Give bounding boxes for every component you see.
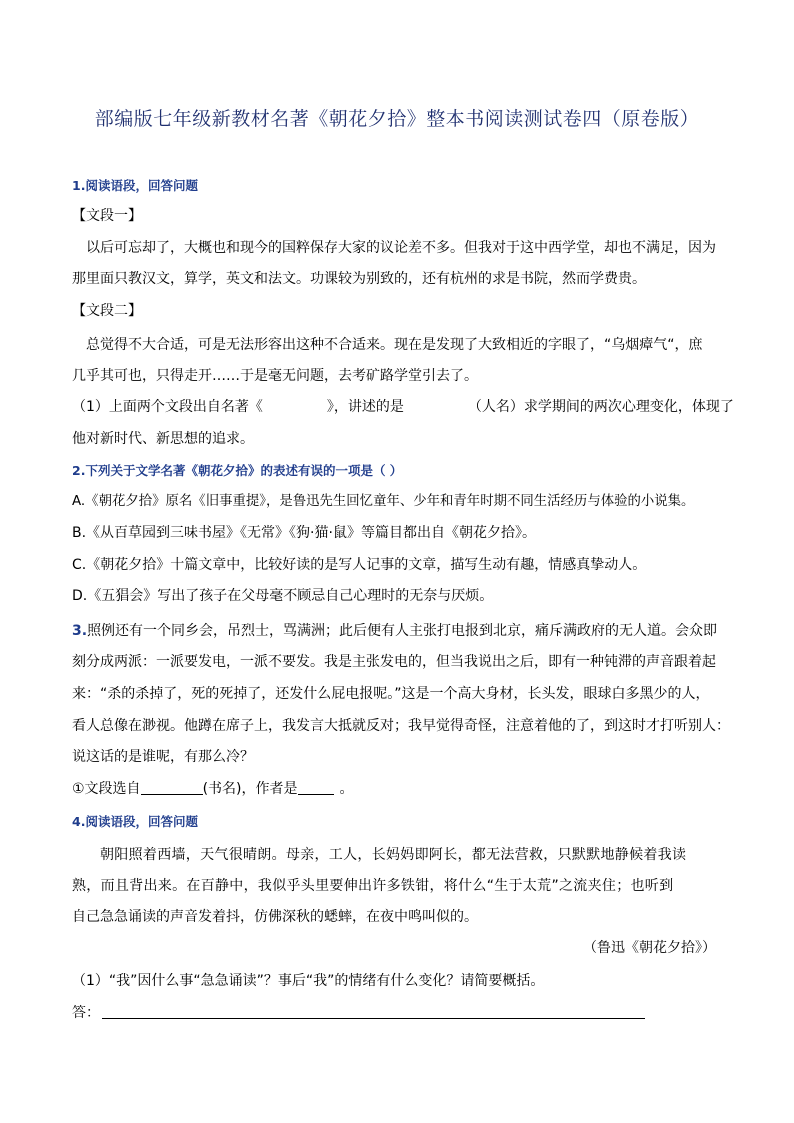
q3-text-line1: 照例还有一个同乡会，吊烈士，骂满洲；此后便有人主张打电报到北京，痛斥满政府的无人道。会众即 xyxy=(87,623,718,639)
q3-number: 3. xyxy=(72,623,88,639)
q1-heading: 1.阅读语段，回答问题 xyxy=(72,178,198,193)
q2-option-d[interactable]: D.《五猖会》写出了孩子在父母毫不顾忌自己心理时的无奈与厌烦。 xyxy=(72,588,494,604)
q2-heading: 2.下列关于文学名著《朝花夕拾》的表述有误的一项是（ ） xyxy=(72,463,403,478)
q4-passage-line1: 朝阳照着西墙，天气很晴朗。母亲，工人，长妈妈即阿长，都无法营救，只默默地静候着我读 xyxy=(100,847,687,863)
q1-passage1-line1: 以后可忘却了，大概也和现今的国粹保存大家的议论差不多。但我对于这中西学堂，却也不满足，因为 xyxy=(86,240,716,256)
q3-book-blank[interactable] xyxy=(141,780,203,795)
q4-source: （鲁迅《朝花夕拾》） xyxy=(583,940,716,956)
q4-heading: 4.阅读语段，回答问题 xyxy=(72,814,198,829)
q3-author-blank[interactable] xyxy=(298,780,334,795)
q2-option-b[interactable]: B.《从百草园到三味书屋》《无常》《狗·猫·鼠》等篇目都出自《朝花夕拾》。 xyxy=(72,525,536,541)
q1-passage2-line1: 总觉得不大合适，可是无法形容出这种不合适来。现在是发现了大致相近的字眼了，“乌烟瘴气“，庶 xyxy=(86,337,703,353)
q3-line3: 来：“杀的杀掉了，死的死掉了，还发什么屁电报呢。”这是一个高大身材，长头发，眼球白多黑少的人， xyxy=(72,686,710,702)
q4-answer-line[interactable] xyxy=(102,1018,645,1019)
q4-passage-line3: 自己急急诵读的声音发着抖，仿佛深秋的蟋蟀，在夜中鸣叫似的。 xyxy=(72,909,478,925)
q1-passage1-label: 【文段一】 xyxy=(72,208,142,224)
q3-sub1-part-c: 。 xyxy=(339,781,354,797)
q4-passage-line2: 熟，而且背出来。在百静中，我似乎头里要伸出许多铁钳，将什么“生于太荒”之流夹住；也听到 xyxy=(72,878,674,894)
q4-answer-label: 答： xyxy=(72,1005,100,1021)
q1-sub1-part-a: （1）上面两个文段出自名著《 xyxy=(72,399,263,415)
q3-sub1 xyxy=(72,779,354,799)
q1-sub1 xyxy=(72,397,734,417)
q4-sub1: （1）“我”因什么事“急急诵读”？事后“我”的情绪有什么变化？请简要概括。 xyxy=(72,973,545,989)
q3-line5: 说这话的是谁呢，有那么冷？ xyxy=(72,749,254,765)
page-title: 部编版七年级新教材名著《朝花夕拾》整本书阅读测试卷四（原卷版） xyxy=(94,108,700,130)
q3-line4: 看人总像在渺视。他蹲在席子上，我发言大抵就反对；我早觉得奇怪，注意着他的了，到这时才打听别人： xyxy=(72,718,730,734)
q1-sub1-part-c: （人名）求学期间的两次心理变化，体现了 xyxy=(467,399,734,415)
q1-passage1-line2: 那里面只教汉文，算学，英文和法文。功课较为别致的，还有杭州的求是书院，然而学费贵。 xyxy=(72,271,646,287)
q3-line2: 刻分成两派：一派要发电，一派不要发。我是主张发电的，但当我说出之后，即有一种钝滞的声音跟着起 xyxy=(72,654,716,670)
q3-line1 xyxy=(72,621,717,641)
q1-passage2-label: 【文段二】 xyxy=(72,303,142,319)
q3-sub1-part-b: (书名)，作者是 xyxy=(202,781,298,797)
q1-passage2-line2: 几乎其可也，只得走开……于是毫无问题，去考矿路学堂引去了。 xyxy=(72,368,478,384)
q1-sub1-part-b: 》，讲述的是 xyxy=(326,399,404,415)
q3-sub1-part-a: ①文段选自 xyxy=(72,781,141,797)
q1-sub1-line2: 他对新时代、新思想的追求。 xyxy=(72,431,254,447)
q2-option-a[interactable]: A.《朝花夕拾》原名《旧事重提》，是鲁迅先生回忆童年、少年和青年时期不同生活经历与体验的小说集。 xyxy=(72,494,695,509)
q2-option-c[interactable]: C.《朝花夕拾》十篇文章中，比较好读的是写人记事的文章，描写生动有趣，情感真挚动人。 xyxy=(72,557,647,573)
